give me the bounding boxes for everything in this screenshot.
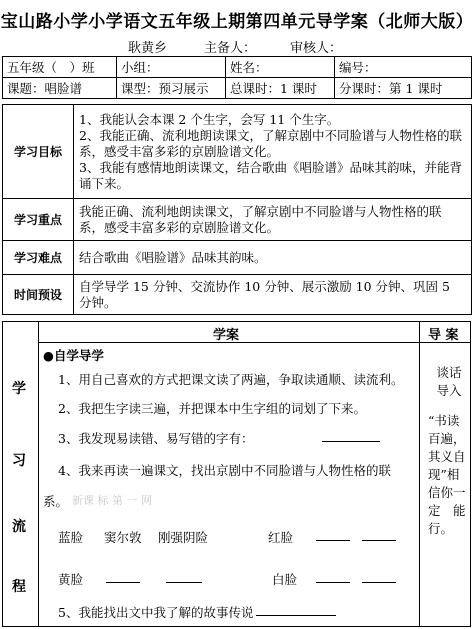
watermark-text: 新课 标 第 一 网 — [72, 494, 152, 507]
guide-column-divider — [419, 322, 420, 626]
guide-line: 现”相 — [428, 467, 460, 482]
answer-blank[interactable] — [106, 570, 140, 583]
guide-line: 导入 — [436, 383, 462, 398]
time-content: 自学导学 15 分钟、交流协作 10 分钟、展示激励 10 分钟、巩固 5 分钟。 — [74, 275, 472, 315]
answer-blank[interactable] — [316, 528, 350, 541]
step-item: 1、用自己喜欢的方式把课文读了两遍，争取读通顺、读流利。 — [58, 372, 404, 387]
guide-line: 其义自 — [428, 449, 466, 464]
guide-notes — [428, 364, 470, 538]
answer-blank[interactable] — [316, 570, 350, 583]
step-item: 2、我把生字读三遍，并把课本中生字组的词划了下来。 — [58, 401, 366, 416]
col-guide-header: 导 案 — [428, 328, 459, 343]
difficulty-content: 结合歌曲《唱脸谱》品味其韵味。 — [74, 241, 472, 275]
goals-label: 学习目标 — [3, 105, 74, 199]
col-plan-header: 学案 — [213, 328, 240, 343]
info-table — [2, 56, 472, 99]
face-color: 黄脸 — [58, 572, 84, 587]
face-color: 红脸 — [268, 530, 294, 545]
guide-line: 行。 — [428, 521, 454, 536]
face-trait: 刚强阴险 — [158, 530, 209, 545]
header-divider — [38, 342, 470, 343]
goals-table — [2, 104, 472, 315]
type-cell: 课型：预习展示 — [117, 78, 226, 99]
goals-content — [74, 105, 472, 199]
document-title: 宝山路小学小学语文五年级上期第四单元导学案（北师大版） — [0, 12, 474, 32]
time-label: 时间预设 — [3, 275, 74, 315]
guide-line: 定 能 — [428, 503, 466, 518]
goal-item: 1、我能认会本课 2 个生字，会写 11 个生字。 — [79, 111, 340, 127]
step-item: 系。 — [43, 494, 69, 509]
side-char: 流 — [12, 519, 26, 535]
topic-cell: 课题：唱脸谱 — [3, 78, 117, 99]
side-char: 学 — [12, 381, 26, 397]
name-cell: 姓名： — [226, 57, 335, 78]
guide-line: 谈话 — [436, 365, 462, 380]
class-cell: 五年级（ ）班 — [3, 57, 117, 78]
side-char: 习 — [12, 453, 26, 469]
face-color: 蓝脸 — [58, 530, 84, 545]
answer-blank[interactable] — [362, 528, 396, 541]
difficulty-label: 学习难点 — [3, 241, 74, 275]
key-label: 学习重点 — [3, 199, 74, 241]
step-item: 4、我来再读一遍课文，找出京剧中不同脸谱与人物性格的联 — [58, 463, 391, 478]
answer-blank[interactable] — [322, 429, 380, 442]
face-color: 白脸 — [272, 572, 298, 587]
step-item: 3、我发现易读错、易写错的字有： — [58, 431, 254, 446]
period-cell: 分课时：第 1 课时 — [335, 78, 472, 99]
total-hours-cell: 总课时：1 课时 — [226, 78, 335, 99]
key-content: 我能正确、流利地朗读课文，了解京剧中不同脸谱与人物性格的联系，感受丰富多彩的京剧脸谱文化。 — [74, 199, 472, 241]
goal-item: 2、我能正确、流利地朗读课文，了解京剧中不同脸谱与人物性格的联系，感受丰富多彩的京剧脸谱文化。 — [79, 127, 462, 159]
face-character: 窦尔敦 — [104, 530, 142, 545]
reviewer-label: 审核人： — [290, 41, 343, 56]
answer-blank[interactable] — [362, 570, 396, 583]
guide-line: “书读 — [428, 413, 460, 428]
preparer-label: 主备人： — [204, 41, 257, 56]
author-name: 耿黄乡 — [128, 41, 168, 56]
goal-item: 3、我能有感情地朗读课文，结合歌曲《唱脸谱》品味其韵味，并能背诵下来。 — [79, 159, 462, 191]
guide-line: 信你一 — [428, 485, 466, 500]
guide-line: 百遍， — [428, 431, 466, 446]
step-item: 5、我能找出文中我了解的故事传说 — [58, 605, 254, 620]
answer-blank[interactable] — [256, 603, 336, 616]
group-cell: 小组： — [117, 57, 226, 78]
number-cell: 编号： — [335, 57, 472, 78]
section-heading: ●自学导学 — [43, 348, 104, 363]
side-char: 程 — [12, 579, 26, 595]
answer-blank[interactable] — [166, 570, 202, 583]
